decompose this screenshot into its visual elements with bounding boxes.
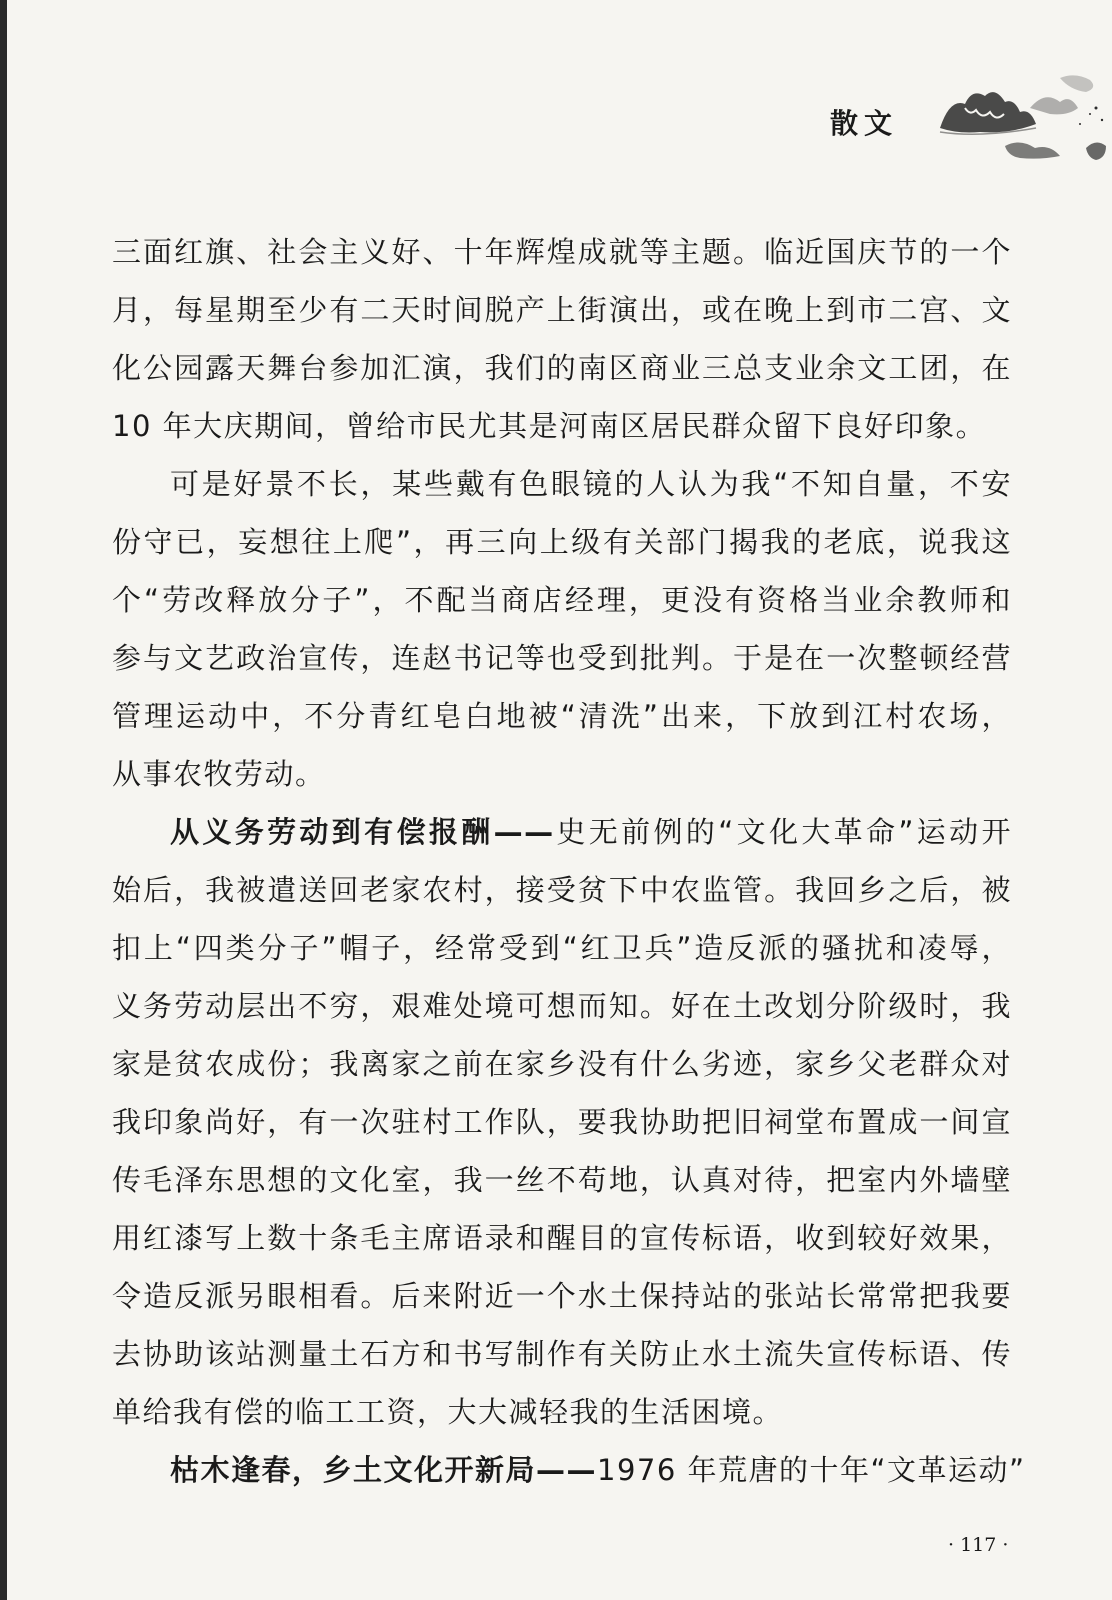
section-heading: 枯木逢春，乡土文化开新局—— [170, 1453, 598, 1487]
text-line: 传毛泽东思想的文化室，我一丝不苟地，认真对待，把室内外墙壁 [112, 1163, 1012, 1197]
section-heading: 从义务劳动到有偿报酬—— [170, 815, 555, 849]
text-line: 去协助该站测量土石方和书写制作有关防止水土流失宣传标语、传 [112, 1337, 1012, 1371]
text-line: 单给我有偿的临工工资，大大减轻我的生活困境。 [112, 1395, 784, 1429]
text-line: 令造反派另眼相看。后来附近一个水土保持站的张站长常常把我要 [112, 1279, 1012, 1313]
text-line: 化公园露天舞台参加汇演，我们的南区商业三总支业余文工团，在 [112, 351, 1012, 385]
mountain-landscape-icon [910, 68, 1110, 168]
text-line: 参与文艺政治宣传，连赵书记等也受到批判。于是在一次整顿经营 [112, 641, 1012, 675]
text-line: 始后，我被遣送回老家农村，接受贫下中农监管。我回乡之后，被 [112, 873, 1012, 907]
text-line: 管理运动中，不分青红皂白地被“清洗”出来，下放到江村农场， [112, 699, 1012, 733]
page-header [800, 68, 1112, 178]
text-line: 我印象尚好，有一次驻村工作队，要我协助把旧祠堂布置成一间宣 [112, 1105, 1012, 1139]
text-line: 月，每星期至少有二天时间脱产上街演出，或在晚上到市二宫、文 [112, 293, 1012, 327]
scan-edge [0, 0, 7, 1600]
section-title: 散文 [830, 107, 899, 140]
text-line: 三面红旗、社会主义好、十年辉煌成就等主题。临近国庆节的一个 [112, 235, 1012, 269]
text-line: 可是好景不长，某些戴有色眼镜的人认为我“不知自量，不安 [170, 467, 1012, 501]
page-number: · 117 · [948, 1534, 1009, 1556]
text-line-rest: 1976 年荒唐的十年“文革运动” [597, 1453, 1026, 1487]
text-line-rest: 史无前例的“文化大革命”运动开 [554, 815, 1012, 849]
text-line: 用红漆写上数十条毛主席语录和醒目的宣传标语，收到较好效果， [112, 1221, 1012, 1255]
text-line: 从事农牧劳动。 [112, 757, 326, 791]
text-line: 扣上“四类分子”帽子，经常受到“红卫兵”造反派的骚扰和凌辱， [112, 931, 1012, 965]
text-line: 家是贫农成份；我离家之前在家乡没有什么劣迹，家乡父老群众对 [112, 1047, 1012, 1081]
text-line: 份守已，妄想往上爬”，再三向上级有关部门揭我的老底，说我这 [112, 525, 1012, 559]
text-line: 个“劳改释放分子”，不配当商店经理，更没有资格当业余教师和 [112, 583, 1012, 617]
text-line [112, 1441, 1026, 1499]
text-line: 10 年大庆期间，曾给市民尤其是河南区居民群众留下良好印象。 [112, 409, 987, 443]
body-text [112, 223, 1026, 1499]
text-line: 义务劳动层出不穷，艰难处境可想而知。好在土改划分阶级时，我 [112, 989, 1012, 1023]
text-line [112, 803, 1012, 861]
